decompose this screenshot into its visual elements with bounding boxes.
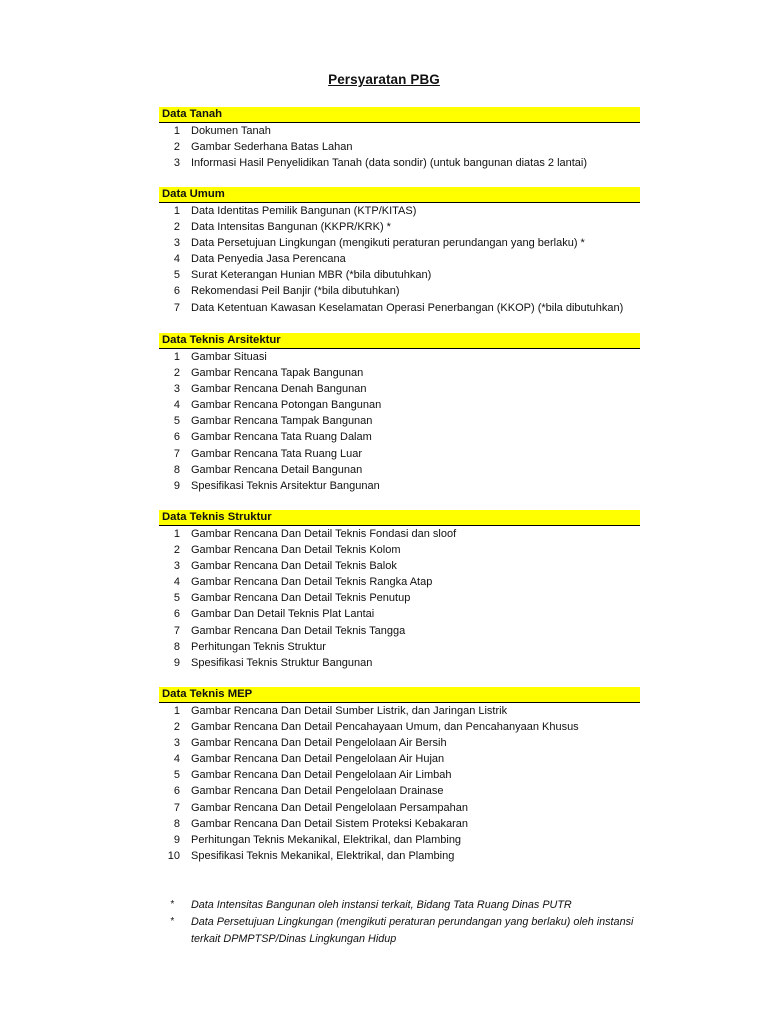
section-header: Data Teknis MEP [159, 687, 640, 703]
item-text: Dokumen Tanah [191, 125, 271, 137]
list-item [159, 155, 640, 171]
footnotes [170, 897, 640, 948]
item-number: 4 [173, 399, 180, 412]
item-text: Perhitungan Teknis Struktur [191, 640, 326, 653]
list-item [159, 123, 640, 139]
section-header: Data Teknis Arsitektur [159, 333, 640, 349]
item-number: 3 [173, 237, 180, 250]
list-item [159, 203, 640, 219]
item-number: 7 [173, 301, 180, 314]
item-text: Gambar Rencana Detail Bangunan [191, 463, 363, 476]
item-text: Gambar Rencana Dan Detail Teknis Balok [191, 560, 397, 573]
footnote [170, 897, 640, 914]
item-number: 6 [173, 608, 180, 621]
item-number: 8 [173, 817, 180, 830]
item-text: Gambar Rencana Dan Detail Pengelolaan Persampahan [191, 801, 469, 814]
item-number: 6 [173, 285, 180, 298]
list-item [159, 283, 640, 299]
item-number: 7 [173, 447, 180, 460]
list-item [159, 816, 640, 832]
list-item [159, 590, 640, 606]
list-item [159, 462, 640, 478]
section-header: Data Umum [159, 187, 640, 203]
footnote-marker: * [170, 899, 174, 910]
list-item [159, 251, 640, 267]
item-text: Surat Keterangan Hunian MBR (*bila dibutuhkan) [191, 269, 432, 282]
list-item [159, 267, 640, 283]
list-item [159, 703, 640, 719]
item-text: Data Identitas Pemilik Bangunan (KTP/KITAS) [191, 205, 417, 217]
item-text: Gambar Rencana Dan Detail Teknis Penutup [191, 592, 411, 605]
section [159, 510, 640, 671]
list-item [159, 413, 640, 429]
item-text: Gambar Rencana Dan Detail Pengelolaan Air Bersih [191, 737, 447, 750]
item-number: 1 [173, 528, 180, 540]
item-number: 3 [173, 383, 180, 396]
item-text: Gambar Rencana Dan Detail Pengelolaan Air Hujan [191, 753, 445, 766]
item-number: 7 [173, 801, 180, 814]
section [159, 687, 640, 864]
list-item [159, 767, 640, 783]
item-text: Gambar Rencana Dan Detail Teknis Fondasi dan sloof [191, 528, 457, 540]
item-text: Gambar Situasi [191, 351, 267, 363]
list-item [159, 397, 640, 413]
item-text: Data Penyedia Jasa Perencana [191, 253, 346, 266]
item-text: Gambar Rencana Dan Detail Sistem Proteksi Kebakaran [191, 817, 468, 830]
list-item [159, 542, 640, 558]
list-item [159, 848, 640, 864]
list-item [159, 655, 640, 671]
item-number: 10 [167, 849, 180, 862]
item-number: 2 [173, 141, 180, 154]
list-item [159, 526, 640, 542]
item-number: 1 [173, 705, 180, 717]
item-text: Gambar Dan Detail Teknis Plat Lantai [191, 608, 375, 621]
list-item [159, 783, 640, 799]
item-number: 3 [173, 560, 180, 573]
list-item [159, 349, 640, 365]
list-item [159, 139, 640, 155]
item-text: Spesifikasi Teknis Mekanikal, Elektrikal, dan Plambing [191, 849, 455, 862]
item-text: Data Persetujuan Lingkungan (mengikuti peraturan perundangan yang berlaku) * [191, 237, 585, 250]
list-item [159, 574, 640, 590]
item-number: 4 [173, 753, 180, 766]
item-text: Gambar Rencana Tata Ruang Luar [191, 447, 363, 460]
page-title: Persyaratan PBG [328, 72, 440, 87]
item-number: 5 [173, 769, 180, 782]
item-text: Gambar Rencana Potongan Bangunan [191, 399, 382, 412]
item-text: Perhitungan Teknis Mekanikal, Elektrikal, dan Plambing [191, 833, 462, 846]
list-item [159, 235, 640, 251]
list-item [159, 623, 640, 639]
list-item [159, 381, 640, 397]
section [159, 333, 640, 494]
item-number: 2 [173, 544, 180, 557]
item-number: 1 [173, 351, 180, 363]
list-item [159, 606, 640, 622]
list-item [159, 735, 640, 751]
list-item [159, 365, 640, 381]
item-text: Gambar Rencana Dan Detail Pencahayaan Umum, dan Pencahanyaan Khusus [191, 721, 579, 734]
item-text: Spesifikasi Teknis Arsitektur Bangunan [191, 479, 380, 492]
item-number: 1 [173, 125, 180, 137]
item-text: Informasi Hasil Penyelidikan Tanah (data sondir) (untuk bangunan diatas 2 lantai) [191, 157, 588, 170]
section-header: Data Tanah [159, 107, 640, 123]
footnote [170, 914, 640, 948]
item-text: Spesifikasi Teknis Struktur Bangunan [191, 656, 373, 669]
list-item [159, 639, 640, 655]
item-number: 9 [173, 479, 180, 492]
list-item [159, 832, 640, 848]
item-text: Gambar Rencana Dan Detail Pengelolaan Drainase [191, 785, 444, 798]
item-text: Gambar Rencana Dan Detail Pengelolaan Air Limbah [191, 769, 452, 782]
list-item [159, 300, 640, 316]
item-number: 4 [173, 576, 180, 589]
item-text: Gambar Sederhana Batas Lahan [191, 141, 353, 154]
item-number: 6 [173, 785, 180, 798]
item-text: Gambar Rencana Tapak Bangunan [191, 367, 364, 380]
item-text: Gambar Rencana Dan Detail Sumber Listrik, dan Jaringan Listrik [191, 705, 508, 717]
item-number: 5 [173, 415, 180, 428]
item-number: 8 [173, 640, 180, 653]
item-number: 1 [173, 205, 180, 217]
item-number: 5 [173, 269, 180, 282]
item-text: Gambar Rencana Denah Bangunan [191, 383, 367, 396]
list-item [159, 446, 640, 462]
item-number: 2 [173, 367, 180, 380]
item-number: 5 [173, 592, 180, 605]
list-item [159, 478, 640, 494]
item-number: 7 [173, 624, 180, 637]
item-text: Gambar Rencana Dan Detail Teknis Rangka Atap [191, 576, 433, 589]
item-number: 9 [173, 656, 180, 669]
list-item [159, 429, 640, 445]
item-number: 4 [173, 253, 180, 266]
item-number: 2 [173, 721, 180, 734]
item-text: Gambar Rencana Dan Detail Teknis Tangga [191, 624, 406, 637]
item-text: Gambar Rencana Tata Ruang Dalam [191, 431, 372, 444]
footnote-marker: * [170, 916, 174, 927]
list-item [159, 751, 640, 767]
list-item [159, 719, 640, 735]
item-number: 2 [173, 221, 180, 234]
section [159, 187, 640, 316]
footnote-text: Data Persetujuan Lingkungan (mengikuti peraturan perundangan yang berlaku) oleh instansi terkait DPMPTSP/Dinas Lingkungan Hidup [191, 916, 634, 945]
item-text: Gambar Rencana Dan Detail Teknis Kolom [191, 544, 401, 557]
list-item [159, 219, 640, 235]
item-text: Rekomendasi Peil Banjir (*bila dibutuhkan) [191, 285, 400, 298]
item-number: 3 [173, 737, 180, 750]
list-item [159, 558, 640, 574]
item-number: 3 [173, 157, 180, 170]
item-text: Gambar Rencana Tampak Bangunan [191, 415, 373, 428]
item-text: Data Ketentuan Kawasan Keselamatan Operasi Penerbangan (KKOP) (*bila dibutuhkan) [191, 301, 624, 314]
item-number: 8 [173, 463, 180, 476]
item-number: 6 [173, 431, 180, 444]
list-item [159, 800, 640, 816]
section-header: Data Teknis Struktur [159, 510, 640, 526]
item-number: 9 [173, 833, 180, 846]
footnote-text: Data Intensitas Bangunan oleh instansi terkait, Bidang Tata Ruang Dinas PUTR [191, 899, 572, 911]
item-text: Data Intensitas Bangunan (KKPR/KRK) * [191, 221, 391, 234]
section [159, 107, 640, 171]
